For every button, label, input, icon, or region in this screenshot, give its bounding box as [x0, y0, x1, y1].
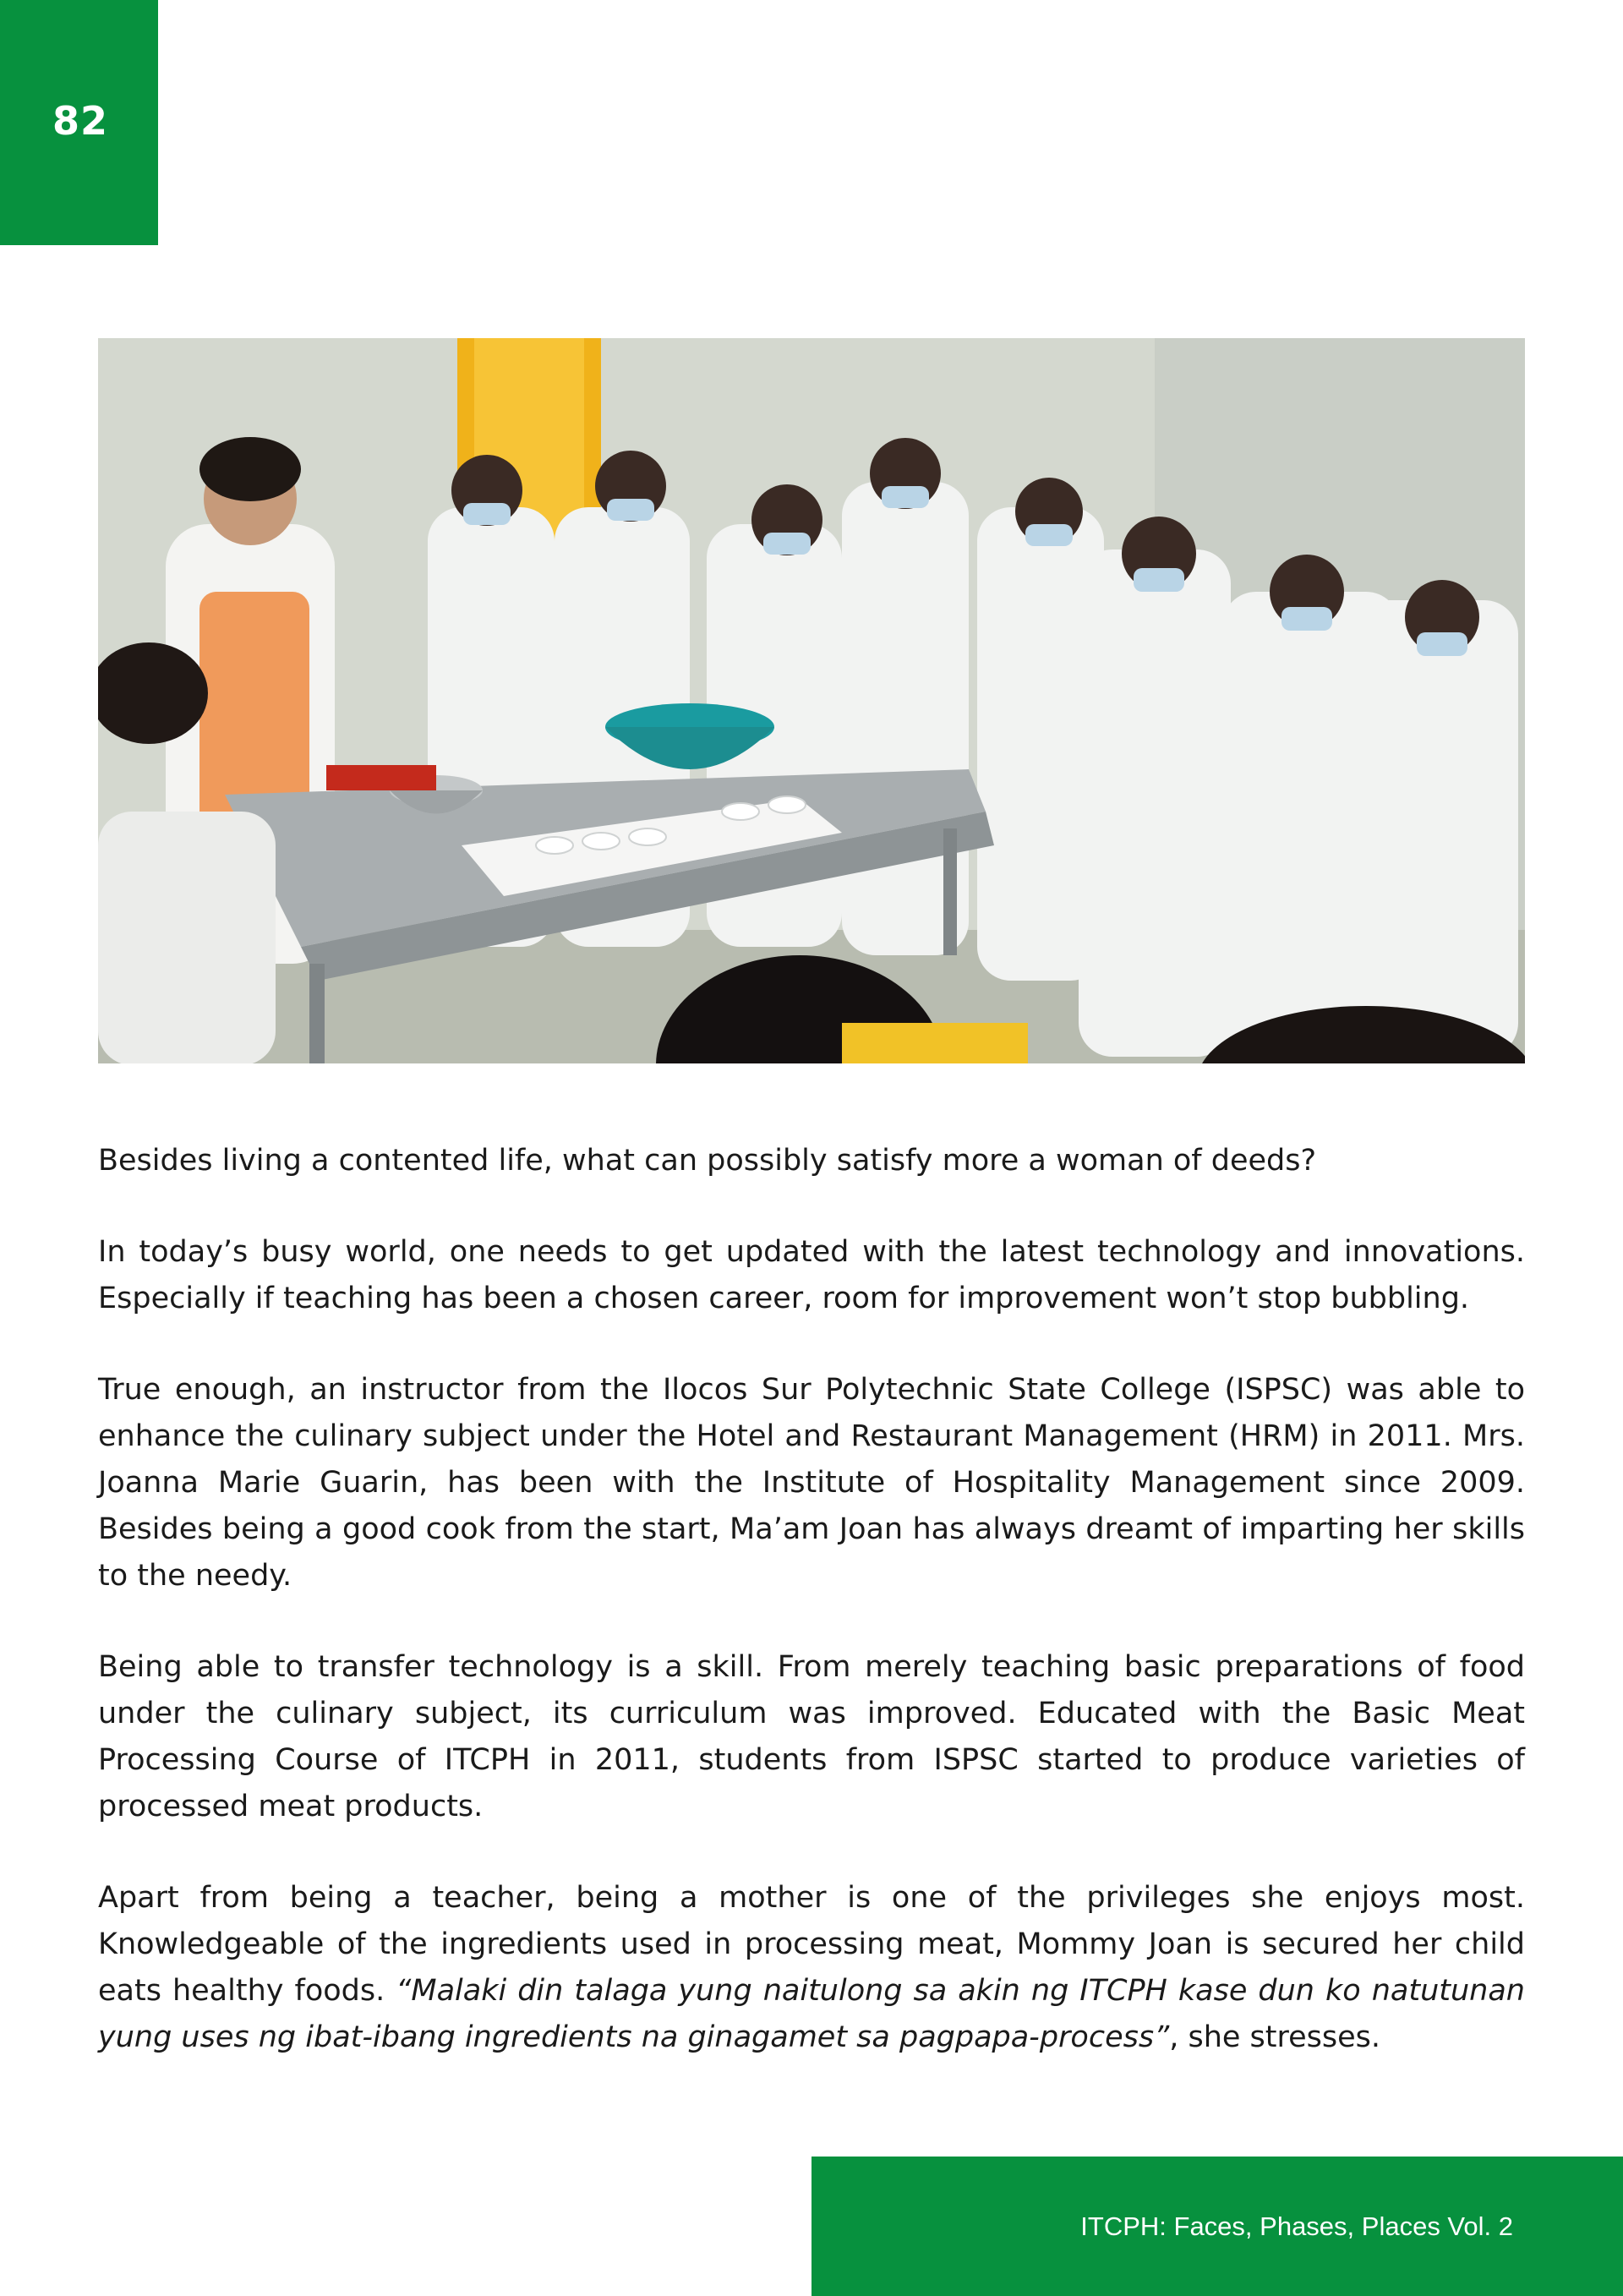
article-paragraph-5-text: Apart from being a teacher, being a mother is one of the privileges she enjoys most. Knowledgeable of the ingredients used in processing meat, Mommy Joan is secured her child eats healthy foods. — [98, 1881, 1525, 2008]
page-number: 82 — [52, 98, 109, 144]
page-number-tab — [0, 0, 158, 245]
article-paragraph-2: In today’s busy world, one needs to get updated with the latest technology and innovations. Especially if teaching has been a chosen career, room for improvement won’t stop bubbling. — [98, 1235, 1525, 1315]
article-quote-attribution: , she stresses. — [1169, 2020, 1381, 2054]
photo-icon — [98, 338, 1525, 1063]
training-photo — [98, 338, 1525, 1063]
footer-title: ITCPH: Faces, Phases, Places Vol. 2 — [1080, 2211, 1513, 2241]
article-quote: “Malaki din talaga yung naitulong sa akin ng ITCPH kase dun ko natutunan yung uses ng ibat-ibang ingredients na ginagamet sa pagpapa-process” — [98, 1974, 1525, 2054]
article-paragraph-3: True enough, an instructor from the Ilocos Sur Polytechnic State College (ISPSC) was able to enhance the culinary subject under the Hotel and Restaurant Management (HRM) in 2011. Mrs. Joanna Marie Guarin, has been with the Institute of Hospitality Management since 2009. Besides being a good cook from the start, Ma’am Joan has always dreamt of imparting her skills to the needy. — [98, 1373, 1525, 1593]
article-paragraph-4: Being able to transfer technology is a skill. From merely teaching basic preparations of food under the culinary subject, its curriculum was improved. Educated with the Basic Meat Processing Course of ITCPH in 2011, students from ISPSC started to produce varieties of processed meat products. — [98, 1650, 1525, 1823]
article-body — [98, 1138, 1525, 2106]
article-paragraph-5 — [98, 1875, 1525, 2061]
footer-bar — [812, 2157, 1623, 2296]
article-paragraph-1: Besides living a contented life, what can possibly satisfy more a woman of deeds? — [98, 1144, 1317, 1178]
